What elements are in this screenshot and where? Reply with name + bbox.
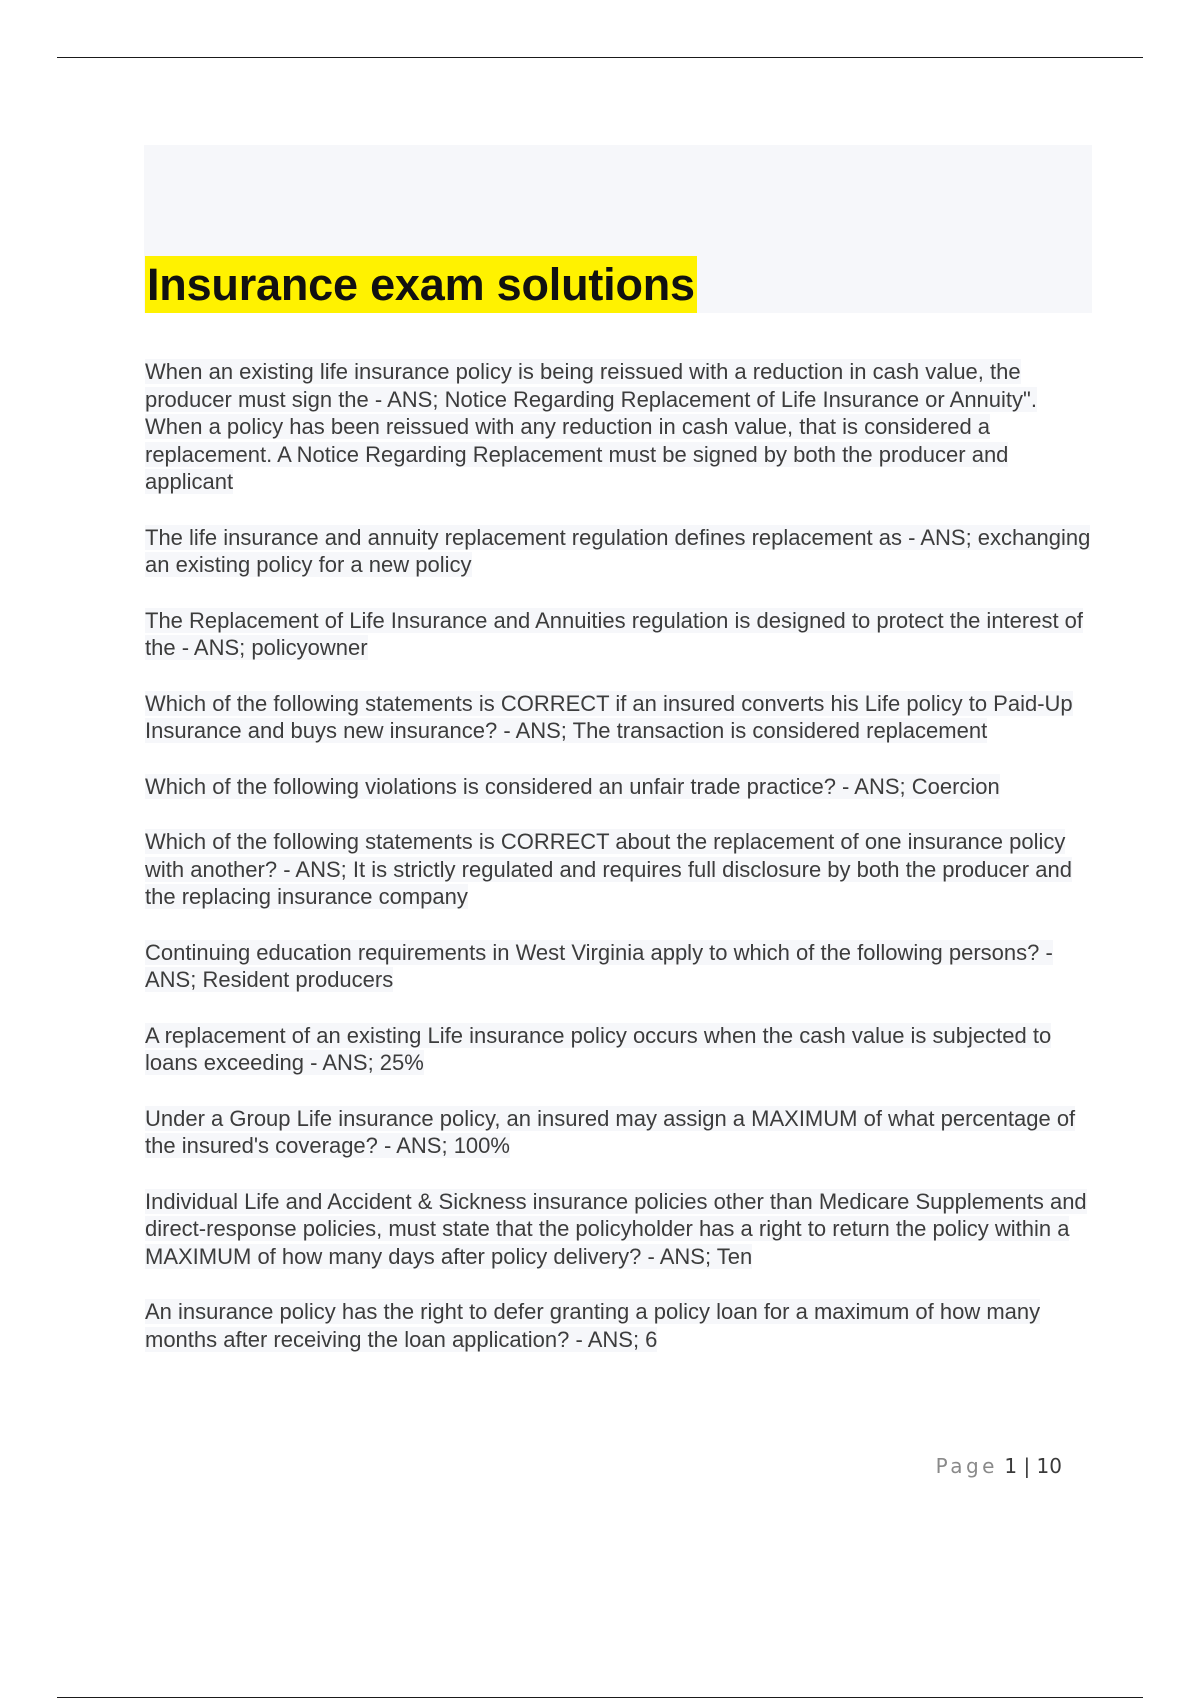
question-list — [145, 358, 1095, 1381]
question-answer-item — [145, 1298, 1095, 1353]
question-answer-item — [145, 1105, 1095, 1160]
document-title: Insurance exam solutions — [145, 256, 697, 313]
bottom-rule — [57, 1697, 1143, 1698]
total-pages-number: 10 — [1036, 1454, 1062, 1478]
question-answer-text: The life insurance and annuity replacement regulation defines replacement as - ANS; exchanging an existing policy for a new policy — [145, 524, 1091, 577]
question-answer-item — [145, 1188, 1095, 1271]
current-page-number: 1 — [1004, 1454, 1018, 1478]
question-answer-text: Continuing education requirements in West Virginia apply to which of the following persons? - ANS; Resident producers — [145, 939, 1053, 992]
question-answer-item — [145, 773, 1095, 801]
question-answer-text: Which of the following violations is considered an unfair trade practice? - ANS; Coercion — [145, 773, 1000, 799]
question-answer-item — [145, 607, 1095, 662]
question-answer-item — [145, 690, 1095, 745]
top-rule — [57, 57, 1143, 58]
question-answer-item — [145, 524, 1095, 579]
question-answer-item — [145, 939, 1095, 994]
page-label: Page — [935, 1454, 998, 1478]
page-separator: | — [1023, 1454, 1031, 1478]
question-answer-text: The Replacement of Life Insurance and Annuities regulation is designed to protect the interest of the - ANS; policyowner — [145, 607, 1084, 660]
question-answer-text: An insurance policy has the right to defer granting a policy loan for a maximum of how many months after receiving the loan application? - ANS; 6 — [145, 1299, 1041, 1352]
question-answer-text: Which of the following statements is CORRECT about the replacement of one insurance policy with another? - ANS; It is strictly regulated and requires full disclosure by both the producer and the replacing insurance company — [145, 829, 1072, 909]
question-answer-text: Under a Group Life insurance policy, an insured may assign a MAXIMUM of what percentage of the insured's coverage? - ANS; 100% — [145, 1105, 1076, 1158]
question-answer-item — [145, 1022, 1095, 1077]
page-footer — [936, 1452, 1062, 1480]
question-answer-text: A replacement of an existing Life insurance policy occurs when the cash value is subjected to loans exceeding - ANS; 25% — [145, 1022, 1052, 1075]
question-answer-text: When an existing life insurance policy is being reissued with a reduction in cash value, the producer must sign the - ANS; Notice Regarding Replacement of Life Insurance or Annuity". When a policy has been reissued with any reduction in cash value, that is considered a replacement. A Notice Regarding Replacement must be signed by both the producer and applicant — [145, 359, 1037, 494]
question-answer-item — [145, 358, 1095, 496]
question-answer-text: Individual Life and Accident & Sickness insurance policies other than Medicare Supplements and direct-response policies, must state that the policyholder has a right to return the policy within a MAXIMUM of how many days after policy delivery? - ANS; Ten — [145, 1188, 1087, 1269]
question-answer-text: Which of the following statements is CORRECT if an insured converts his Life policy to Paid-Up Insurance and buys new insurance? - ANS; The transaction is considered replacement — [145, 690, 1073, 743]
question-answer-item — [145, 828, 1095, 911]
